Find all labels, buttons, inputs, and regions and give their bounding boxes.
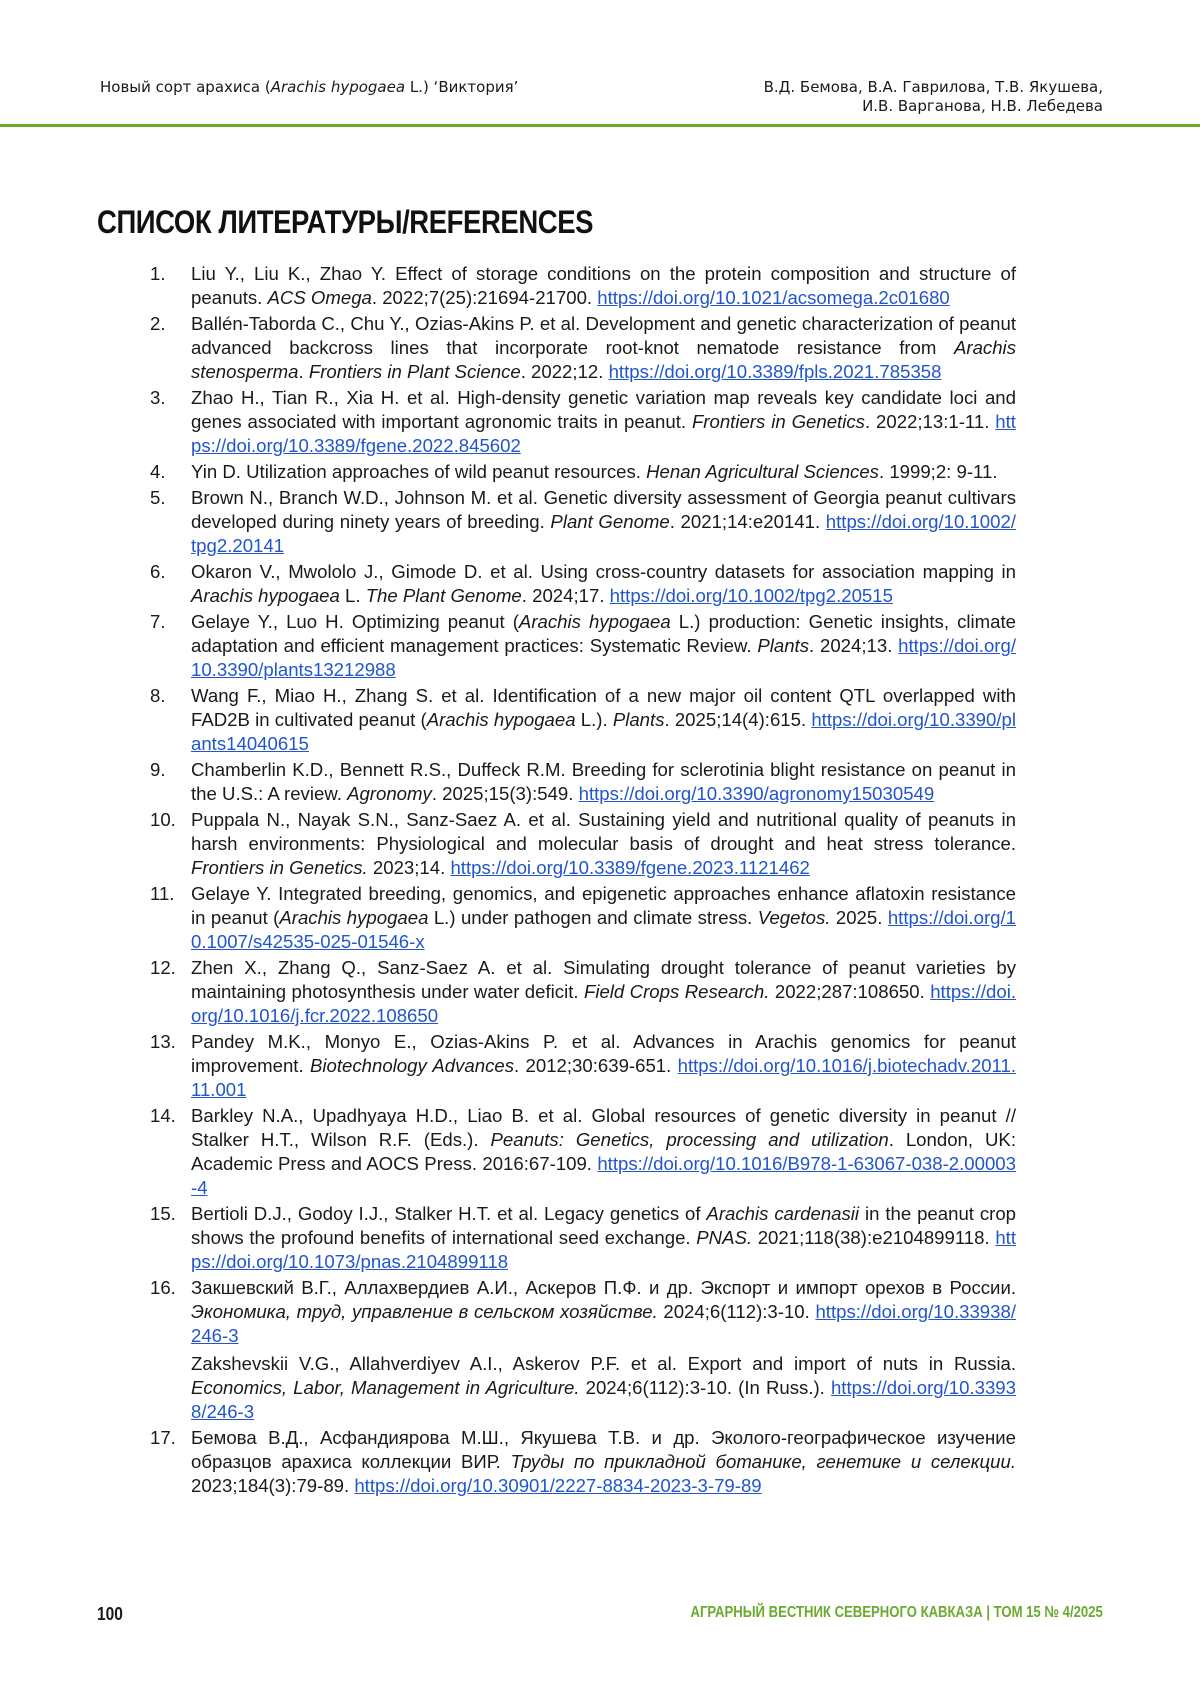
reference-text: [191, 312, 1016, 384]
reference-italic-text: Agronomy: [347, 783, 432, 804]
reference-segment: Chamberlin K.D., Bennett R.S., Duffeck R.M. Breeding for sclerotinia blight resistance on peanut in the U.S.: A review.: [191, 759, 1016, 804]
reference-segment: Zakshevskii V.G., Allahverdiyev A.I., Askerov P.F. et al. Export and import of nuts in Russia.: [191, 1353, 1016, 1374]
reference-text: [191, 1030, 1016, 1102]
reference-segment: Yin D. Utilization approaches of wild peanut resources.: [191, 461, 647, 482]
running-title: [100, 78, 518, 97]
doi-link[interactable]: https://doi.org/10.30901/2227-8834-2023-3-79-89: [354, 1475, 762, 1496]
reference-segment: . 2022;13:1-11.: [864, 411, 996, 432]
reference-item: [150, 956, 1016, 1028]
reference-item: [150, 684, 1016, 756]
reference-italic-text: Arachis hypogaea: [518, 611, 671, 632]
reference-segment: . 2025;15(3):549.: [431, 783, 579, 804]
reference-segment: Wang F., Miao H., Zhang S. et al. Identification of a new major oil content QTL overlapped with FAD2B in cultivated peanut (: [191, 685, 1016, 730]
running-title-variety: L.) ‘Виктория’: [405, 78, 519, 96]
reference-item: [150, 1276, 1016, 1424]
reference-segment: Закшевский В.Г., Аллахвердиев А.И., Аскеров П.Ф. и др. Экспорт и импорт орехов в России.: [191, 1277, 1016, 1298]
reference-text: [191, 560, 1016, 608]
reference-number: 5.: [150, 487, 166, 508]
reference-segment: . 2012;30:639-651.: [514, 1055, 678, 1076]
authors-line-2: И.В. Варганова, Н.В. Лебедева: [862, 97, 1103, 115]
reference-text: [191, 460, 1016, 484]
reference-segment: Bertioli D.J., Godoy I.J., Stalker H.T. et al. Legacy genetics of: [191, 1203, 707, 1224]
reference-segment: 2024;6(112):3-10. (In Russ.).: [579, 1377, 831, 1398]
reference-text: [191, 758, 1016, 806]
reference-item: [150, 560, 1016, 608]
reference-italic-text: Arachis hypogaea: [191, 585, 340, 606]
reference-text: [191, 808, 1016, 880]
reference-number: 1.: [150, 263, 166, 284]
reference-segment: . 2021;14:e20141.: [669, 511, 826, 532]
reference-list: [150, 262, 1016, 1500]
reference-segment: Gelaye Y., Luo H. Optimizing peanut (: [191, 611, 519, 632]
reference-segment: Ballén-Taborda C., Chu Y., Ozias-Akins P. et al. Development and genetic characterization of peanut advanced backcross lines that incorporate root-knot nematode resistance from: [191, 313, 1016, 358]
reference-italic-text: Plant Genome: [550, 511, 670, 532]
reference-segment: 2023;184(3):79-89.: [191, 1475, 355, 1496]
reference-text: [191, 1276, 1016, 1348]
page-number: 100: [97, 1604, 123, 1624]
reference-number: 11.: [150, 883, 175, 904]
reference-italic-text: Arachis cardenasii: [706, 1203, 860, 1224]
reference-segment: 2021;118(38):e2104899118.: [752, 1227, 996, 1248]
reference-number: 4.: [150, 461, 166, 482]
reference-segment: Pandey M.K., Monyo E., Ozias-Akins P. et al. Advances in Arachis genomics for peanut improvement.: [191, 1031, 1016, 1076]
doi-link[interactable]: https://doi.org/10.3389/fpls.2021.785358: [608, 361, 942, 382]
reference-number: 6.: [150, 561, 166, 582]
reference-number: 3.: [150, 387, 166, 408]
journal-footer: АГРАРНЫЙ ВЕСТНИК СЕВЕРНОГО КАВКАЗА | ТОМ 15 № 4/2025: [690, 1604, 1103, 1621]
reference-segment: Barkley N.A., Upadhyaya H.D., Liao B. et al. Global resources of genetic diversity in peanut // Stalker H.T., Wilson R.F. (Eds.).: [191, 1105, 1016, 1150]
reference-italic-text: Vegetos.: [757, 907, 831, 928]
doi-link[interactable]: https://doi.org/10.3390/plants14040615: [191, 709, 1017, 754]
reference-italic-text: Henan Agricultural Sciences: [646, 461, 879, 482]
doi-link[interactable]: https://doi.org/10.1021/acsomega.2c01680: [597, 287, 950, 308]
doi-link[interactable]: https://doi.org/10.3389/fgene.2023.1121462: [450, 857, 810, 878]
reference-item: [150, 486, 1016, 558]
reference-segment: . 2022;12.: [520, 361, 609, 382]
reference-segment: Zhen X., Zhang Q., Sanz-Saez A. et al. Simulating drought tolerance of peanut varieties by maintaining photosynthesis under water deficit.: [191, 957, 1016, 1002]
authors-line-1: В.Д. Бемова, В.А. Гаврилова, Т.В. Якушева,: [763, 78, 1103, 96]
reference-segment: in the peanut crop shows the profound benefits of international seed exchange.: [191, 1203, 1017, 1248]
reference-segment: 2023;14.: [367, 857, 451, 878]
reference-number: 12.: [150, 957, 176, 978]
reference-segment: . 2024;17.: [521, 585, 610, 606]
reference-segment: L.: [339, 585, 366, 606]
doi-link[interactable]: https://doi.org/10.1016/j.fcr.2022.108650: [191, 981, 1016, 1026]
header-rule: [0, 124, 1200, 127]
running-title-species: Arachis hypogaea: [270, 78, 406, 96]
section-title: СПИСОК ЛИТЕРАТУРЫ/REFERENCES: [97, 204, 594, 240]
reference-segment: Liu Y., Liu K., Zhao Y. Effect of storage conditions on the protein composition and structure of peanuts.: [191, 263, 1016, 308]
reference-number: 10.: [150, 809, 176, 830]
doi-link[interactable]: https://doi.org/10.1016/B978-1-63067-038-2.00003-4: [191, 1153, 1016, 1198]
reference-segment: 2025.: [830, 907, 888, 928]
reference-item: [150, 610, 1016, 682]
reference-text: [191, 486, 1016, 558]
reference-item: [150, 758, 1016, 806]
reference-italic-text: Arachis hypogaea: [426, 709, 576, 730]
reference-segment: . 2025;14(4):615.: [664, 709, 812, 730]
running-title-text: Новый сорт арахиса (: [100, 78, 271, 96]
reference-number: 13.: [150, 1031, 176, 1052]
reference-number: 17.: [150, 1427, 176, 1448]
reference-item: [150, 1426, 1016, 1498]
doi-link[interactable]: https://doi.org/10.1002/tpg2.20515: [609, 585, 893, 606]
reference-segment: 2022;287:108650.: [769, 981, 931, 1002]
doi-link[interactable]: https://doi.org/10.1007/s42535-025-01546-x: [191, 907, 1016, 952]
reference-text: [191, 386, 1016, 458]
reference-italic-text: Arachis stenosperma: [191, 337, 1016, 382]
reference-number: 2.: [150, 313, 166, 334]
reference-italic-text: Plants: [612, 709, 665, 730]
reference-text: [191, 1352, 1016, 1424]
reference-item: [150, 312, 1016, 384]
reference-item: [150, 1104, 1016, 1200]
reference-segment: L.) production: Genetic insights, climate adaptation and efficient management practices: Systematic Review.: [191, 611, 1016, 656]
reference-segment: Puppala N., Nayak S.N., Sanz-Saez A. et al. Sustaining yield and nutritional quality of peanuts in harsh environments: Physiological and molecular basis of drought and heat stress tolerance.: [191, 809, 1016, 854]
reference-number: 16.: [150, 1277, 176, 1298]
reference-segment: Zhao H., Tian R., Xia H. et al. High-density genetic variation map reveals key candidate loci and genes associated with important agronomic traits in peanut.: [191, 387, 1016, 432]
reference-text: [191, 956, 1016, 1028]
doi-link[interactable]: https://doi.org/10.3389/fgene.2022.845602: [191, 411, 1016, 456]
reference-italic-text: Plants: [757, 635, 810, 656]
reference-italic-text: Biotechnology Advances: [309, 1055, 515, 1076]
doi-link[interactable]: https://doi.org/10.3390/plants13212988: [191, 635, 1016, 680]
reference-italic-text: The Plant Genome: [365, 585, 522, 606]
reference-text: [191, 610, 1016, 682]
reference-italic-text: Field Crops Research.: [583, 981, 770, 1002]
reference-item: [150, 882, 1016, 954]
reference-segment: Бемова В.Д., Асфандиярова М.Ш., Якушева Т.В. и др. Эколого-географическое изучение образцов арахиса коллекции ВИР.: [191, 1427, 1016, 1472]
reference-segment: L.) under pathogen and climate stress.: [428, 907, 758, 928]
reference-number: 8.: [150, 685, 166, 706]
reference-segment: . 2022;7(25):21694-21700.: [371, 287, 598, 308]
reference-italic-text: Frontiers in Plant Science: [308, 361, 521, 382]
reference-item: [150, 460, 1016, 484]
reference-number: 7.: [150, 611, 166, 632]
doi-link[interactable]: https://doi.org/10.33938/246-3: [191, 1377, 1016, 1422]
reference-segment: . 1999;2: 9-11.: [878, 461, 998, 482]
reference-number: 14.: [150, 1105, 176, 1126]
reference-italic-text: Труды по прикладной ботанике, генетике и селекции.: [510, 1451, 1016, 1472]
reference-segment: 2024;6(112):3-10.: [657, 1301, 816, 1322]
reference-segment: Okaron V., Mwololo J., Gimode D. et al. Using cross-country datasets for association mapping in: [191, 561, 1016, 582]
reference-item: [150, 1202, 1016, 1274]
reference-segment: . 2024;13.: [809, 635, 899, 656]
reference-segment: . London, UK: Academic Press and AOCS Press. 2016:67-109.: [191, 1129, 1016, 1174]
reference-italic-text: Economics, Labor, Management in Agriculture.: [191, 1377, 580, 1398]
reference-item: [150, 808, 1016, 880]
doi-link[interactable]: https://doi.org/10.33938/246-3: [191, 1301, 1016, 1346]
reference-segment: Gelaye Y. Integrated breeding, genomics, and epigenetic approaches enhance aflatoxin resistance in peanut (: [191, 883, 1016, 928]
reference-text: [191, 262, 1016, 310]
doi-link[interactable]: https://doi.org/10.1002/tpg2.20141: [191, 511, 1016, 556]
doi-link[interactable]: https://doi.org/10.1016/j.biotechadv.2011.11.001: [191, 1055, 1016, 1100]
reference-number: 15.: [150, 1203, 176, 1224]
reference-item: [150, 262, 1016, 310]
running-header: [100, 76, 1103, 126]
reference-item: [150, 386, 1016, 458]
reference-text: [191, 684, 1016, 756]
reference-text: [191, 1104, 1016, 1200]
reference-number: 9.: [150, 759, 166, 780]
reference-italic-text: PNAS.: [696, 1227, 753, 1248]
reference-italic-text: Frontiers in Genetics.: [191, 857, 368, 878]
reference-italic-text: ACS Omega: [267, 287, 372, 308]
reference-segment: L.).: [575, 709, 613, 730]
reference-text: [191, 882, 1016, 954]
reference-text: [191, 1426, 1016, 1498]
running-authors: [764, 78, 1103, 116]
reference-italic-text: Peanuts: Genetics, processing and utilization: [490, 1129, 889, 1150]
doi-link[interactable]: https://doi.org/10.3390/agronomy15030549: [578, 783, 935, 804]
reference-segment: .: [298, 361, 309, 382]
reference-text: [191, 1202, 1016, 1274]
reference-item: [150, 1030, 1016, 1102]
reference-segment: Brown N., Branch W.D., Johnson M. et al. Genetic diversity assessment of Georgia peanut cultivars developed during ninety years of breeding.: [191, 487, 1016, 532]
reference-italic-text: Arachis hypogaea: [279, 907, 429, 928]
reference-italic-text: Frontiers in Genetics: [691, 411, 865, 432]
reference-italic-text: Экономика, труд, управление в сельском хозяйстве.: [191, 1301, 658, 1322]
doi-link[interactable]: https://doi.org/10.1073/pnas.2104899118: [191, 1227, 1016, 1272]
